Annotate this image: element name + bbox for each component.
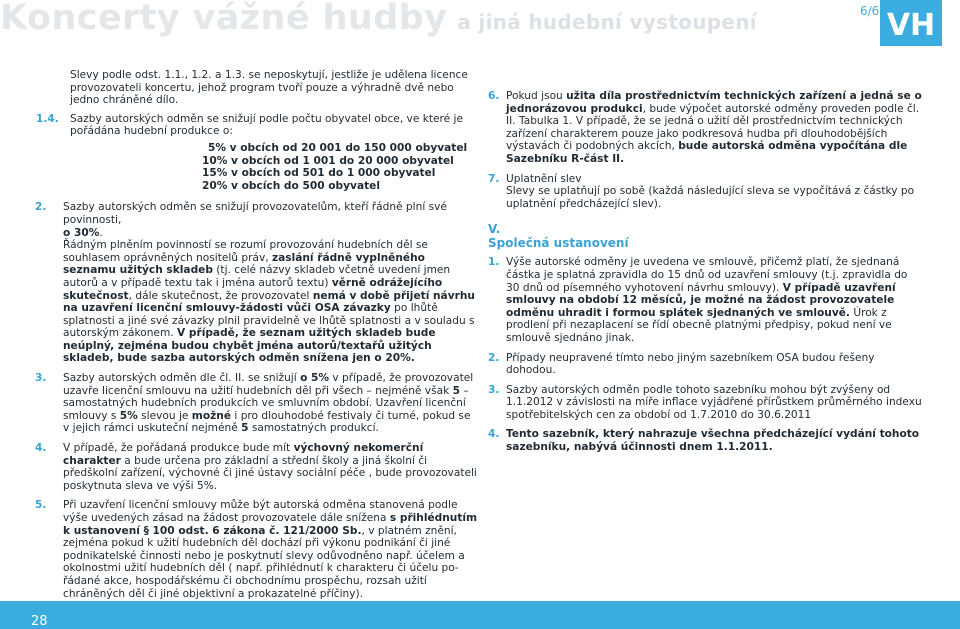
section-2-text-a: Sazby autorských odměn se snižují provozovatelům, kteří řádně plní své povinnosti, — [63, 201, 447, 226]
vh-logo: VH — [880, 0, 942, 46]
section-6-part: , bude výpočet autorské odměny proveden podle čl. II. Tabulka 1. V případě, že se jedná o užití děl prostřednictvím technických zařízení charakterem pouze jako podkresová hudba při dlouhodobějších výstavách či podobných akcích, — [506, 102, 920, 153]
intro-paragraph: Slevy podle odst. 1.1., 1.2. a 1.3. se neposkytují, jestliže je udělena licence provozovateli koncertu, jehož program tvoří pouze a výhradně dvě nebo jedno chráněné dílo. — [70, 69, 468, 107]
footer-bar — [0, 601, 960, 629]
section-5-part: , v platném znění, zejména pokud k užití hudebních děl dochází při výkonu podnikání či jiné podnikatelské činnosti nebo je poskytnutí slevy odůvodněno např. účelem a okolnostmi užití hudebních děl ( např. přihlédnutí k charakteru či účelu pořádané akce, hospodářskému či obchodnímu prospěchu, rozsah užití chráněných děl či jiné objektivní a prokazatelné příčiny). — [63, 524, 465, 600]
section-7-number: 7. — [488, 172, 500, 185]
tier-item: 10% v obcích od 1 001 do 20 000 obyvatel — [202, 154, 454, 167]
section-v-2-text: Případy neupravené tímto nebo jiným sazebníkem OSA budou řešeny dohodou. — [506, 351, 875, 377]
section-1-4-number: 1.4. — [36, 112, 59, 125]
section-2-text-a-end: . — [99, 226, 103, 239]
section-4-part: a bude určena pro základní a střední školy a jiná školní či předškolní zařízení, výchovné či jiné ústavy sociální péče , bude provozovateli poskytnuta sleva ve výši 5%. — [63, 454, 477, 492]
section-3-bold: možné — [191, 409, 232, 422]
section-3-bold: o 5% — [300, 372, 330, 385]
section-v-4-text: Tento sazebník, který nahrazuje všechna předcházející vydání tohoto sazebníku, nabývá účinnosti dnem 1.1.2011. — [506, 428, 920, 454]
section-2-text: , dále skutečnost, že provozovatel — [128, 289, 313, 302]
section-v-1 — [488, 256, 924, 344]
section-4-number: 4. — [35, 442, 47, 455]
section-3-part: Sazby autorských odměn dle čl. II. se snižují — [63, 372, 301, 385]
section-v-3 — [488, 384, 924, 422]
tier-item: 20% v obcích do 500 obyvatel — [202, 179, 380, 192]
section-4-part: V případě, že pořádaná produkce bude mít — [63, 442, 294, 455]
section-5-bold: s přihlédnutím k ustanovení § 100 odst. 6 zákona č. 121/2000 Sb. — [63, 512, 478, 537]
section-v-1-part: Výše autorské odměny je uvedena ve smlouvě, přičemž platí, že sjednaná částka je splatná zpravidla do 15 dnů od uzavření smlouvy (t.j. zpravidla do 30 dnů od písemného vyhotovení návrhu smlouvy). — [506, 256, 908, 294]
section-5-text — [63, 499, 480, 600]
right-column — [488, 90, 924, 454]
section-v-heading — [488, 222, 924, 250]
section-1-4-text: Sazby autorských odměn se snižují podle počtu obyvatel obce, ve které je pořádána hudební produkce o: — [70, 112, 463, 138]
section-3-number: 3. — [35, 372, 47, 385]
section-2-para-a — [63, 201, 480, 239]
section-v-title: Společná ustanovení — [488, 236, 629, 251]
section-2-text: (tj. celé názvy skladeb včetně uvedení jmen autorů a v případě textu tak i jména autorů textu) — [63, 264, 451, 289]
tier-item: 5% v obcích od 20 001 do 150 000 obyvatel — [208, 141, 468, 154]
header-subtitle: a jiná hudební vystoupení — [457, 10, 757, 34]
section-3-part: samostatných produkcí. — [248, 422, 379, 435]
section-6-number: 6. — [488, 90, 500, 102]
section-3 — [35, 372, 480, 435]
section-v-1-part: Úrok z prodlení při nezaplacení se řídí obecně platnými předpisy, pokud není ve smlouvě sjednáno jinak. — [506, 306, 892, 344]
section-4-text — [63, 442, 480, 492]
section-4 — [35, 442, 480, 492]
section-6-part: Pokud jsou — [506, 90, 567, 102]
section-2 — [35, 201, 480, 365]
section-7-title: Uplatnění slev — [506, 172, 582, 185]
section-3-bold: 5% — [119, 409, 138, 422]
section-v-1-bold: V případě uzavření smlouvy na období 12 měsíců, je možné na žádost provozovatele odměnu uhradit i formou splátek sjednaných ve smlouvě. — [506, 281, 896, 319]
section-5-part: Při uzavření licenční smlouvy může být autorská odměna stanovená podle výše uvedených zásad na žádost provozovatele dále snížena — [63, 499, 458, 524]
section-3-part: slevou je — [137, 409, 192, 422]
section-v-3-text: Sazby autorských odměn podle tohoto sazebníku mohou být zvýšeny od 1.1.2012 v závislosti na míře inflace vyjádřené přírůstkem průměrného indexu spotřebitelských cen za období od 1.7.2010 do 30.6.2011 — [506, 383, 922, 421]
section-3-part: v případě, že provozovatel uzavře licenční smlouvu na užití hudebních děl při všech – nejméně však — [63, 372, 474, 397]
section-v-2 — [488, 352, 924, 377]
section-2-text: po lhůtě splatnosti a jiné své závazky plnil pravidelně ve lhůtě splatnosti a v souladu s autorským zákonem. — [63, 302, 475, 340]
section-v-2-number: 2. — [488, 351, 500, 364]
section-7-text: Slevy se uplatňují po sobě (každá následující sleva se vypočítává z částky po uplatnění předcházející slev). — [506, 185, 915, 210]
section-3-part: i pro dlouhodobé festivaly či turné, pokud se v jejich rámci uskuteční nejméně — [63, 409, 471, 435]
section-2-bold: V případě, že seznam užitých skladeb bude neúplný, zejména budou chybět jména autorů/textařů užitých skladeb, bude sazba autorských odměn snížena jen o 20%. — [63, 327, 436, 365]
section-2-text: Řádným plněním povinností se rozumí provozování hudebních děl se souhlasem oprávněných nositelů práv, — [63, 239, 428, 264]
section-6 — [488, 90, 924, 166]
section-4-bold: výchovný nekomerční charakter — [63, 442, 424, 467]
section-v-3-number: 3. — [488, 383, 500, 396]
section-v-1-number: 1. — [488, 256, 500, 269]
page-header-title — [0, 0, 757, 38]
section-3-part: – samostatných hudebních produkcích ve smluvním období. Uzavření licenční smlouvy s — [63, 384, 469, 422]
section-1-4 — [36, 112, 480, 193]
section-7 — [488, 173, 924, 211]
population-tiers-list — [70, 142, 480, 192]
tier-item: 15% v obcích od 501 do 1 000 obyvatel — [202, 167, 436, 180]
section-3-bold: 5 — [241, 422, 249, 435]
section-v-4 — [488, 428, 924, 453]
section-2-bold: zaslání řádně vyplněného seznamu užitých skladeb — [63, 251, 425, 277]
section-6-bold: bude autorská odměna vypočítána dle Sazebníku R-část II. — [506, 140, 908, 165]
section-6-bold: užita díla prostřednictvím technických zařízení a jedná se o jednorázovou produkci — [506, 90, 922, 115]
section-2-bold: věrně odrážejícího skutečnost — [63, 276, 443, 302]
left-column — [35, 69, 480, 600]
section-3-bold: 5 — [452, 384, 460, 397]
section-v-number: V. — [488, 222, 501, 237]
section-2-discount: o 30% — [63, 226, 100, 239]
page-fraction: 6/6 — [860, 4, 880, 18]
section-2-para-b — [63, 239, 480, 365]
section-2-number: 2. — [35, 201, 47, 214]
section-5 — [35, 499, 480, 600]
section-v-4-number: 4. — [488, 428, 500, 441]
section-v-1-text — [506, 256, 924, 344]
section-2-bold: nemá v době přijetí návrhu na uzavření licenční smlouvy-žádosti vůči OSA závazky — [63, 289, 475, 315]
section-6-text — [506, 90, 924, 166]
section-5-number: 5. — [35, 499, 47, 512]
section-3-text — [63, 372, 480, 435]
page-number: 28 — [31, 614, 48, 629]
header-title-text: Koncerty vážné hudby — [0, 0, 448, 38]
